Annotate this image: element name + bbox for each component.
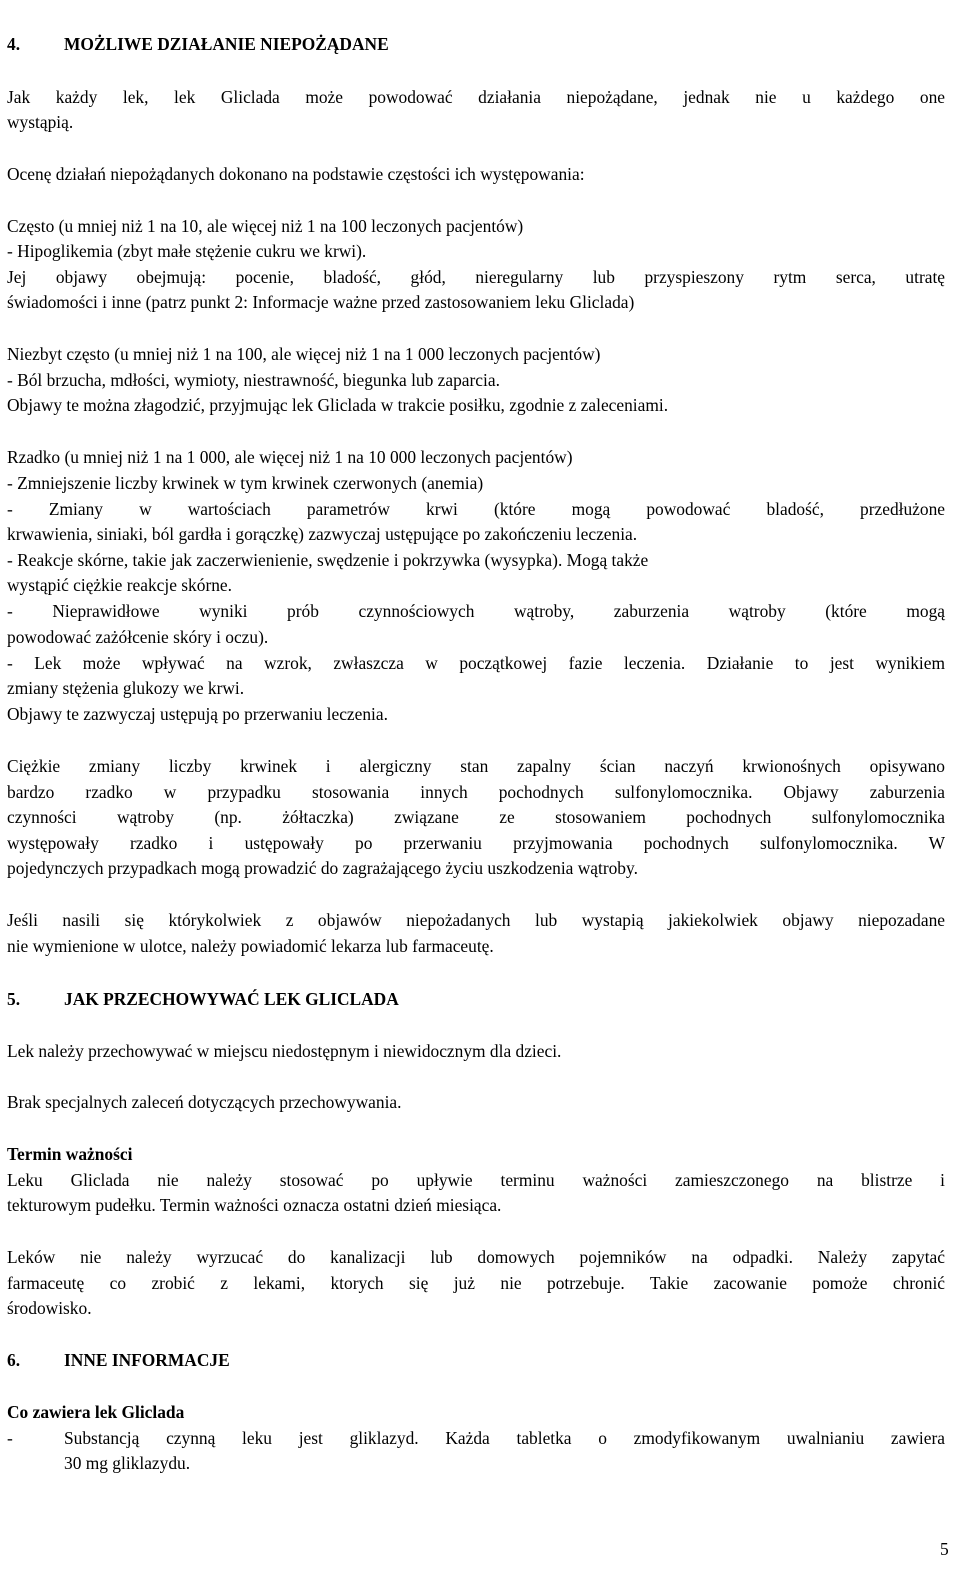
rare-item-anemia: - Zmniejszenie liczby krwinek w tym krwinek czerwonych (anemia) <box>7 473 484 493</box>
rare-note: Objawy te zazwyczaj ustępują po przerwaniu leczenia. <box>7 704 388 724</box>
severe-line-1: Ciężkie zmiany liczby krwinek i alergiczny stan zapalny ścian naczyń krwionośnych opisywano <box>7 756 945 776</box>
common-frequency-header: Często (u mniej niż 1 na 10, ale więcej niż 1 na 100 leczonych pacjentów) <box>7 216 524 236</box>
uncommon-frequency-header: Niezbyt często (u mniej niż 1 na 100, ale więcej niż 1 na 1 000 leczonych pacjentów) <box>7 344 601 364</box>
section-5-title: JAK PRZECHOWYWAĆ LEK GLICLADA <box>64 989 399 1009</box>
common-item-hypoglycemia: - Hipoglikemia (zbyt małe stężenie cukru we krwi). <box>7 241 367 261</box>
rare-item-blood-params-line-2: krwawienia, siniaki, ból gardła i gorączkę) zazwyczaj ustępujące po zakończeniu leczenia. <box>7 524 638 544</box>
severe-line-2: bardzo rzadko w przypadku stosowania innych pochodnych sulfonylomocznika. Objawy zaburzenia <box>7 782 945 802</box>
expiry-line-1: Leku Gliclada nie należy stosować po upływie terminu ważności zamieszczonego na blistrze i <box>7 1170 945 1190</box>
section-6-number: 6. <box>7 1350 21 1370</box>
section-5-number: 5. <box>7 989 21 1009</box>
storage-conditions: Brak specjalnych zaleceń dotyczących przechowywania. <box>7 1092 402 1112</box>
rare-frequency-header: Rzadko (u mniej niż 1 na 1 000, ale więcej niż 1 na 10 000 leczonych pacjentów) <box>7 447 573 467</box>
common-description-line-2: świadomości i inne (patrz punkt 2: Informacje ważne przed zastosowaniem leku Gliclada) <box>7 292 635 312</box>
severe-line-5: pojedynczych przypadkach mogą prowadzić do zagrażającego życiu uszkodzenia wątroby. <box>7 858 638 878</box>
rare-item-liver-line-2: powodować zażółcenie skóry i oczu). <box>7 627 269 647</box>
expiry-title: Termin ważności <box>7 1144 133 1164</box>
intro-line-2: wystąpią. <box>7 112 74 132</box>
disposal-line-1: Leków nie należy wyrzucać do kanalizacji lub domowych pojemników na odpadki. Należy zapytać <box>7 1247 945 1267</box>
report-line-1: Jeśli nasili się którykolwiek z objawów niepożadanych lub wystapią jakiekolwiek objawy niepozadane <box>7 910 945 930</box>
page-number: 5 <box>940 1539 949 1559</box>
section-6-heading <box>7 1348 230 1373</box>
severe-line-4: występowały rzadko i ustępowały po przerwaniu przyjmowania pochodnych sulfonylomocznika. W <box>7 833 945 853</box>
uncommon-note: Objawy te można złagodzić, przyjmując lek Gliclada w trakcie posiłku, zgodnie z zaleceniami. <box>7 395 669 415</box>
section-4-title: MOŻLIWE DZIAŁANIE NIEPOŻĄDANE <box>64 34 389 54</box>
rare-item-skin-line-1: - Reakcje skórne, takie jak zaczerwienienie, swędzenie i pokrzywka (wysypka). Mogą także <box>7 550 649 570</box>
contents-bullet-dash: - <box>7 1428 13 1448</box>
uncommon-item: - Ból brzucha, mdłości, wymioty, niestrawność, biegunka lub zaparcia. <box>7 370 500 390</box>
rare-item-liver-line-1: - Nieprawidłowe wyniki prób czynnościowych wątroby, zaburzenia wątroby (które mogą <box>7 601 945 621</box>
intro-line-1: Jak każdy lek, lek Gliclada może powodować działania niepożądane, jednak nie u każdego one <box>7 87 945 107</box>
expiry-line-2: tekturowym pudełku. Termin ważności oznacza ostatni dzień miesiąca. <box>7 1195 502 1215</box>
report-line-2: nie wymienione w ulotce, należy powiadomić lekarza lub farmaceutę. <box>7 936 494 956</box>
contents-line-1: Substancją czynną leku jest gliklazyd. Każda tabletka o zmodyfikowanym uwalnianiu zawiera <box>64 1428 945 1448</box>
severe-line-3: czynności wątroby (np. żółtaczka) związane ze stosowaniem pochodnych sulfonylomocznika <box>7 807 945 827</box>
disposal-line-3: środowisko. <box>7 1298 92 1318</box>
rare-item-vision-line-2: zmiany stężenia glukozy we krwi. <box>7 678 245 698</box>
contents-title: Co zawiera lek Gliclada <box>7 1402 185 1422</box>
section-4-number: 4. <box>7 34 21 54</box>
storage-children: Lek należy przechowywać w miejscu niedostępnym i niewidocznym dla dzieci. <box>7 1041 562 1061</box>
rare-item-vision-line-1: - Lek może wpływać na wzrok, zwłaszcza w początkowej fazie leczenia. Działanie to jest wynikiem <box>7 653 945 673</box>
rare-item-blood-params-line-1: - Zmiany w wartościach parametrów krwi (które mogą powodować bladość, przedłużone <box>7 499 945 519</box>
disposal-line-2: farmaceutę co zrobić z lekami, ktorych się już nie potrzebuje. Takie zacowanie pomoże chronić <box>7 1273 945 1293</box>
rare-item-skin-line-2: wystąpić ciężkie reakcje skórne. <box>7 575 232 595</box>
section-5-heading <box>7 987 399 1012</box>
frequency-basis: Ocenę działań niepożądanych dokonano na podstawie częstości ich występowania: <box>7 164 585 184</box>
section-6-title: INNE INFORMACJE <box>64 1350 230 1370</box>
common-description-line-1: Jej objawy obejmują: pocenie, bladość, głód, nieregularny lub przyspieszony rytm serca, utratę <box>7 267 945 287</box>
contents-line-2: 30 mg gliklazydu. <box>64 1453 191 1473</box>
section-4-heading <box>7 32 389 57</box>
